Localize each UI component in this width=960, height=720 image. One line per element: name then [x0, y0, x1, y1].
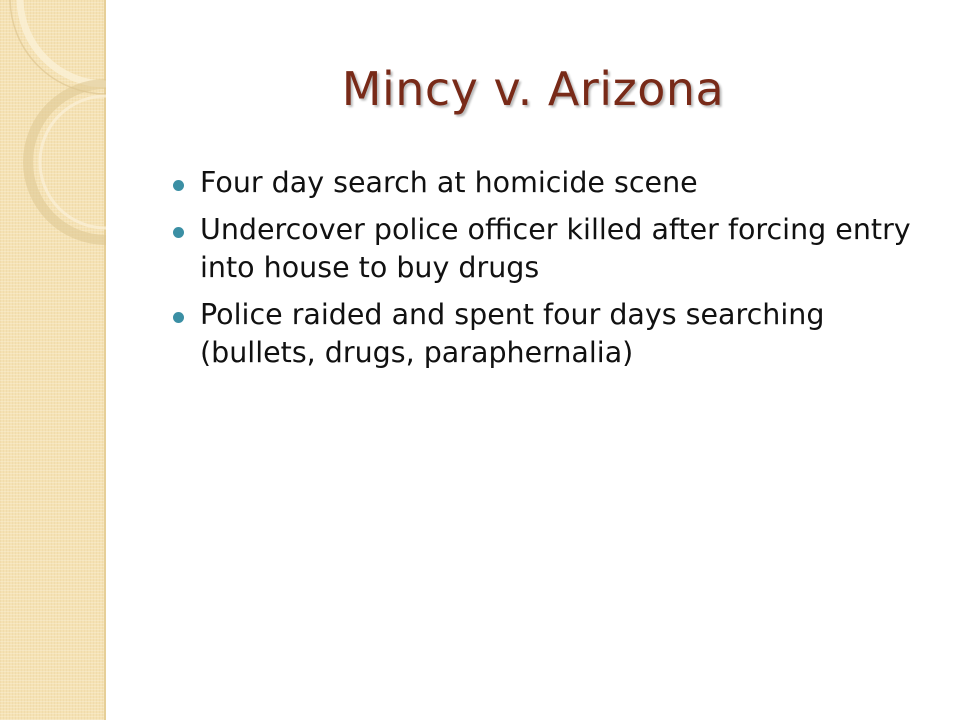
- bullet-dot-icon: [173, 227, 184, 238]
- bullet-text: Four day search at homicide scene: [200, 166, 698, 199]
- bullet-item: [173, 164, 933, 202]
- bullet-text: Undercover police officer killed after forcing entry into house to buy drugs: [200, 213, 911, 284]
- bullet-list: [173, 164, 933, 381]
- bullet-item: [173, 296, 933, 372]
- bullet-item: [173, 211, 933, 287]
- slide-title: Mincy v. Arizona: [341, 62, 725, 116]
- bullet-dot-icon: [173, 312, 184, 323]
- bullet-dot-icon: [173, 180, 184, 191]
- decorative-sidebar: [0, 0, 106, 720]
- ring-decoration-icon: [0, 0, 106, 260]
- bullet-text: Police raided and spent four days searching (bullets, drugs, paraphernalia): [200, 298, 825, 369]
